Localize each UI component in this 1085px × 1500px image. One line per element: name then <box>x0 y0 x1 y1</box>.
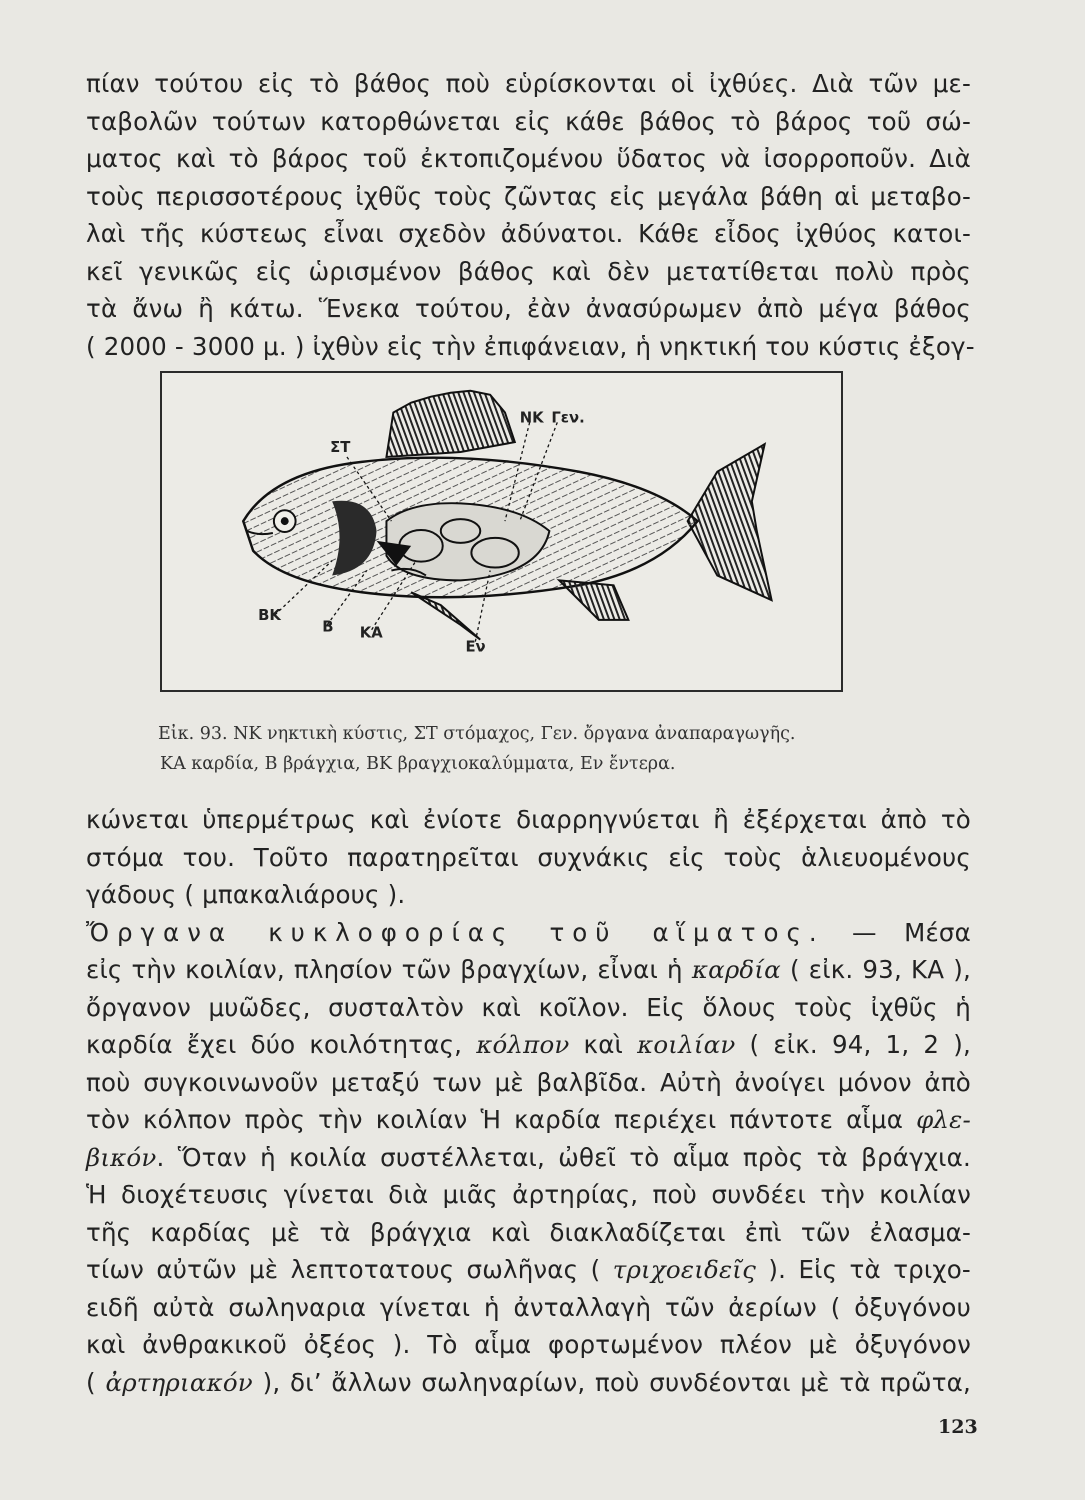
label-st: ΣΤ <box>330 439 351 457</box>
text-span: ), δι’ ἄλλων σωληναρίων, ποὺ συνδέονται μὲ τὰ πρῶτα, <box>252 1367 971 1397</box>
text-line: κεῖ γενικῶς εἰς ὡρισμένον βάθος καὶ δὲν μετατίθεται πολὺ πρὸς <box>86 256 971 286</box>
label-ka: ΚΑ <box>359 624 383 642</box>
text-line: τῆς καρδίας μὲ τὰ βράγχια καὶ διακλαδίζεται ἐπὶ τῶν ἐλασμα- <box>86 1217 971 1247</box>
top-paragraph <box>86 65 975 365</box>
text-line: τοὺς περισσοτέρους ἰχθῦς τοὺς ζῶντας εἰς μεγάλα βάθη αἱ μεταβο- <box>86 181 971 211</box>
text-line: ( 2000 - 3000 μ. ) ἰχθὺν εἰς τὴν ἐπιφάνειαν, ἡ νηκτική του κύστις ἐξογ- <box>86 331 975 361</box>
figure-caption-line-2: ΚΑ καρδία, Β βράγχια, ΒΚ βραγχιοκαλύμματα, Εν ἔντερα. <box>160 754 676 774</box>
term-flebikon-part1: φλε- <box>916 1105 971 1134</box>
text-line <box>86 1101 971 1139</box>
term-trichoeideis: τριχοειδεῖς <box>612 1255 757 1284</box>
text-line: Ἡ διοχέτευσις γίνεται διὰ μιᾶς ἀρτηρίας, ποὺ συνδέει τὴν κοιλίαν <box>86 1180 971 1209</box>
label-nk: ΝΚ <box>519 409 544 427</box>
text-span: ). Εἰς τὰ τριχο- <box>756 1255 971 1284</box>
text-span: εἰς τὴν κοιλίαν, πλησίον τῶν βραγχίων, εἶναι ἡ <box>86 955 692 984</box>
term-arteriakon: ἀρτηριακόν <box>105 1367 253 1397</box>
section-heading: Ὄργανα κυκλοφορίας τοῦ αἵματος. <box>86 917 825 947</box>
text-line: ὄργανον μυῶδες, συσταλτὸν καὶ κοῖλον. Εἰς ὅλους τοὺς ἰχθῦς ἡ <box>86 992 971 1022</box>
text-line: ταβολῶν τούτων κατορθώνεται εἰς κάθε βάθος τὸ βάρος τοῦ σώ- <box>86 106 971 136</box>
text-span: καρδία ἔχει δύο κοιλότητας, <box>86 1030 477 1059</box>
label-b: Β <box>322 618 334 636</box>
fish-anatomy-figure <box>160 371 843 692</box>
text-span: ( <box>86 1367 106 1397</box>
text-span: τὸν κόλπον πρὸς τὴν κοιλίαν Ἡ καρδία περιέχει πάντοτε αἷμα <box>86 1105 917 1134</box>
term-kolpon: κόλπον <box>476 1030 570 1059</box>
text-line <box>86 1364 971 1402</box>
heading-tail: — Μέσα <box>852 917 971 947</box>
text-line: ποὺ συγκοινωνοῦν μεταξύ των μὲ βαλβῖδα. Αὐτὴ ἀνοίγει μόνον ἀπὸ <box>86 1067 971 1097</box>
term-koilian: κοιλίαν <box>637 1030 736 1059</box>
text-span: ( εἰκ. 94, 1, 2 ), <box>735 1030 971 1059</box>
text-line: πίαν τούτου εἰς τὸ βάθος ποὺ εὑρίσκονται οἱ ἰχθύες. Διὰ τῶν με- <box>86 69 971 98</box>
text-span: καὶ <box>569 1030 638 1059</box>
text-line: κώνεται ὑπερμέτρως καὶ ἐνίοτε διαρρηγνύεται ἢ ἐξέρχεται ἀπὸ τὸ <box>86 805 971 834</box>
fish-illustration <box>162 373 841 690</box>
body-paragraph <box>86 801 971 1401</box>
label-bk: ΒΚ <box>258 606 281 624</box>
term-flebikon-part2: βικόν <box>86 1142 157 1172</box>
text-line <box>86 1139 971 1177</box>
label-gen: Γεν. <box>551 409 585 427</box>
text-line: ειδῆ αὐτὰ σωληναρια γίνεται ἡ ἀνταλλαγὴ τῶν ἀερίων ( ὀξυγόνου <box>86 1292 971 1322</box>
figure-caption-line-1: Εἰκ. 93. ΝΚ νηκτικὴ κύστις, ΣΤ στόμαχος, Γεν. ὄργανα ἀναπαραγωγῆς. <box>158 724 796 744</box>
text-span: . Ὅταν ἡ κοιλία συστέλλεται, ὠθεῖ τὸ αἷμα πρὸς τὰ βράγχια. <box>156 1142 971 1172</box>
text-span: τίων αὐτῶν μὲ λεπτοτατους σωλῆνας ( <box>86 1255 613 1284</box>
text-line: καὶ ἀνθρακικοῦ ὀξέος ). Τὸ αἷμα φορτωμένον πλέον μὲ ὀξυγόνον <box>86 1330 971 1359</box>
section-heading-line <box>86 914 971 952</box>
text-line <box>86 1251 971 1289</box>
page-number: 123 <box>938 1416 978 1438</box>
label-en: Εν <box>465 638 486 656</box>
text-line: γάδους ( μπακαλιάρους ). <box>86 880 406 909</box>
term-kardia: καρδία <box>691 955 781 984</box>
text-line <box>86 1026 971 1064</box>
text-line: τὰ ἄνω ἢ κάτω. Ἕνεκα τούτου, ἐὰν ἀνασύρωμεν ἀπὸ μέγα βάθος <box>86 294 971 323</box>
text-span: ( εἰκ. 93, ΚΑ ), <box>780 955 971 984</box>
text-line <box>86 951 971 989</box>
text-line: λαὶ τῆς κύστεως εἶναι σχεδὸν ἀδύνατοι. Κάθε εἶδος ἰχθύος κατοι- <box>86 219 971 248</box>
text-line: ματος καὶ τὸ βάρος τοῦ ἐκτοπιζομένου ὕδατος νὰ ἰσορροποῦν. Διὰ <box>86 144 971 173</box>
text-line: στόμα του. Τοῦτο παρατηρεῖται συχνάκις εἰς τοὺς ἁλιευομένους <box>86 842 971 872</box>
